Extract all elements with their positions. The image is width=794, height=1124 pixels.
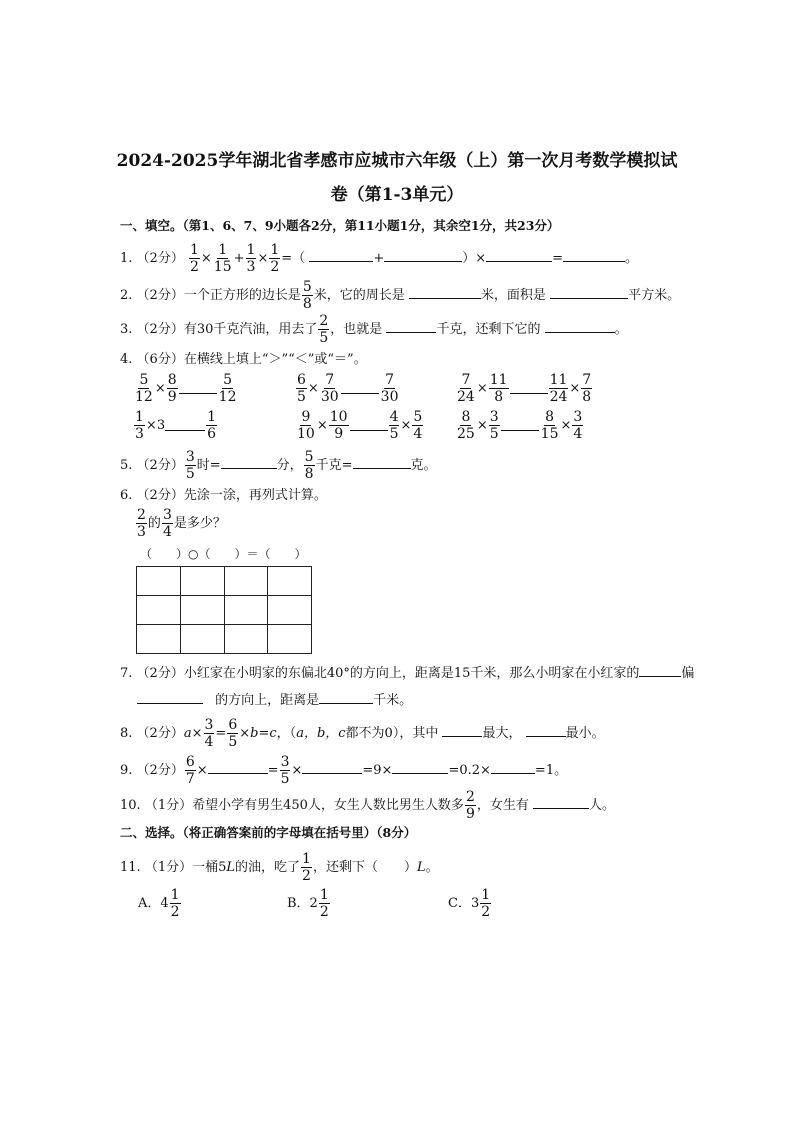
fraction-denominator: 2 bbox=[270, 259, 280, 275]
fraction-numerator: 5 bbox=[413, 409, 423, 425]
fraction bbox=[549, 373, 569, 404]
text-segment: 时= bbox=[196, 458, 221, 473]
grid-cell[interactable] bbox=[224, 567, 268, 596]
fraction bbox=[319, 888, 330, 919]
fraction-denominator: 8 bbox=[494, 389, 504, 405]
fraction bbox=[304, 450, 315, 481]
grid-cell[interactable] bbox=[268, 567, 312, 596]
fraction bbox=[301, 852, 312, 883]
compare-blank[interactable] bbox=[341, 383, 379, 394]
answer-blank[interactable] bbox=[221, 454, 277, 469]
fraction bbox=[227, 718, 238, 749]
fraction bbox=[572, 410, 583, 441]
fraction bbox=[218, 373, 238, 404]
compare-item bbox=[455, 410, 584, 441]
fraction-numerator: 8 bbox=[167, 372, 177, 388]
text-segment: 在横线上填上“＞”“＜”或“＝”。 bbox=[183, 352, 367, 367]
grid-cell[interactable] bbox=[137, 567, 181, 596]
compare-item bbox=[133, 373, 238, 404]
text-segment: 小红家在小明家的东偏北40°的方向上，距离是15千米，那么小明家在小红家的 bbox=[183, 666, 640, 681]
text-segment: × bbox=[316, 418, 328, 433]
fraction-denominator: 2 bbox=[170, 904, 180, 920]
fraction-numerator: 5 bbox=[223, 372, 233, 388]
grid-cell[interactable] bbox=[224, 596, 268, 625]
fraction-denominator: 24 bbox=[457, 389, 475, 405]
fraction-denominator: 5 bbox=[389, 426, 399, 442]
answer-blank[interactable] bbox=[309, 247, 373, 262]
fraction bbox=[581, 373, 592, 404]
text-segment: a，b，c bbox=[296, 726, 346, 741]
text-segment: × bbox=[239, 726, 251, 741]
text-segment: C．3 bbox=[448, 896, 480, 911]
answer-blank[interactable] bbox=[319, 689, 373, 704]
fraction bbox=[204, 718, 215, 749]
text-segment: 千米。 bbox=[373, 693, 413, 708]
text-segment: = bbox=[267, 763, 279, 778]
fraction-numerator: 7 bbox=[325, 372, 335, 388]
option-c[interactable] bbox=[448, 888, 492, 919]
fraction-numerator: 2 bbox=[465, 789, 475, 805]
text-segment: L bbox=[226, 860, 236, 875]
text-segment: + bbox=[373, 251, 385, 266]
text-segment: ，女生有 bbox=[476, 798, 529, 813]
text-segment: = bbox=[258, 726, 270, 741]
fraction-numerator: 3 bbox=[204, 717, 214, 733]
text-segment bbox=[137, 596, 312, 625]
text-segment: =（ bbox=[281, 251, 306, 266]
text-segment: 克。 bbox=[410, 458, 437, 473]
text-segment: 9. bbox=[120, 763, 133, 778]
fraction-numerator: 2 bbox=[137, 507, 146, 523]
fraction-numerator: 11 bbox=[489, 372, 508, 388]
fraction-numerator: 3 bbox=[280, 754, 290, 770]
grid-cell[interactable] bbox=[268, 625, 312, 654]
fraction-denominator: 4 bbox=[413, 426, 423, 442]
question-4 bbox=[120, 348, 367, 367]
text-segment: ）× bbox=[462, 251, 487, 266]
compare-blank[interactable] bbox=[501, 420, 539, 431]
text-segment: ，还剩下（ ） bbox=[312, 860, 417, 875]
answer-blank[interactable] bbox=[533, 794, 589, 809]
text-segment: 希望小学有男生450人，女生人数比男生人数多 bbox=[192, 798, 464, 813]
fraction-numerator: 1 bbox=[319, 887, 329, 903]
compare-blank[interactable] bbox=[350, 420, 388, 431]
text-segment: 最大， bbox=[482, 726, 522, 741]
text-segment: （2分） bbox=[136, 763, 184, 778]
fraction-denominator: 6 bbox=[207, 426, 217, 442]
fraction-denominator: 7 bbox=[185, 771, 195, 787]
fraction-numerator: 6 bbox=[185, 754, 195, 770]
answer-blank[interactable] bbox=[442, 722, 482, 737]
answer-blank[interactable] bbox=[386, 318, 436, 333]
fraction-denominator: 2 bbox=[319, 904, 329, 920]
fraction-denominator: 4 bbox=[573, 426, 583, 442]
text-segment: 5. bbox=[120, 458, 133, 473]
fraction bbox=[185, 450, 196, 481]
operator: + bbox=[233, 251, 245, 266]
fraction-denominator: 5 bbox=[228, 734, 238, 750]
text-segment: 千克，还剩下它的 bbox=[436, 322, 541, 337]
fraction-numerator: 7 bbox=[582, 372, 592, 388]
fraction-numerator: 2 bbox=[319, 313, 329, 329]
fraction-denominator: 5 bbox=[280, 771, 290, 787]
text-segment: = bbox=[215, 726, 227, 741]
question-8 bbox=[120, 718, 605, 749]
fraction bbox=[389, 410, 400, 441]
question-10 bbox=[120, 790, 615, 821]
text-segment: 2. bbox=[120, 288, 133, 303]
text-segment: （2分） bbox=[136, 458, 184, 473]
fraction-denominator: 15 bbox=[540, 426, 559, 442]
fraction-denominator: 2 bbox=[189, 259, 199, 275]
text-segment: B．2 bbox=[287, 896, 318, 911]
answer-blank[interactable] bbox=[208, 759, 268, 774]
fraction-numerator: 7 bbox=[385, 372, 395, 388]
fraction-denominator: 9 bbox=[167, 389, 177, 405]
text-segment bbox=[137, 625, 312, 654]
option-a[interactable] bbox=[138, 888, 182, 919]
text-segment: ，（ bbox=[276, 726, 297, 741]
fraction bbox=[206, 410, 217, 441]
question-11 bbox=[120, 852, 439, 883]
question-2 bbox=[120, 280, 680, 311]
text-segment: 先涂一涂，再列式计算。 bbox=[183, 488, 327, 503]
text-segment: 千克= bbox=[315, 458, 353, 473]
text-segment: 4. bbox=[120, 352, 133, 367]
fraction-denominator: 25 bbox=[457, 426, 475, 442]
text-segment: 11. bbox=[120, 860, 141, 875]
fraction bbox=[456, 410, 476, 441]
fraction-denominator: 12 bbox=[218, 389, 237, 405]
compare-blank[interactable] bbox=[510, 383, 548, 394]
answer-blank[interactable] bbox=[302, 759, 362, 774]
fraction-denominator: 9 bbox=[334, 426, 344, 442]
text-segment: × bbox=[291, 763, 303, 778]
text-segment: 10. bbox=[120, 798, 141, 813]
answer-blank[interactable] bbox=[491, 759, 535, 774]
fraction-denominator: 2 bbox=[302, 868, 311, 884]
fraction-denominator: 4 bbox=[162, 524, 172, 540]
grid-cell[interactable] bbox=[268, 596, 312, 625]
shading-grid[interactable] bbox=[136, 566, 312, 653]
fraction bbox=[185, 755, 196, 786]
text-segment: 的 bbox=[147, 516, 161, 531]
question-score: （2分） bbox=[136, 251, 184, 266]
text-segment: 都不为0），其中 bbox=[345, 726, 439, 741]
answer-blank[interactable] bbox=[392, 759, 448, 774]
fraction bbox=[280, 755, 291, 786]
question-7 bbox=[120, 662, 694, 681]
fraction-numerator: 1 bbox=[135, 409, 144, 425]
fraction-numerator: 6 bbox=[228, 717, 238, 733]
text-segment: 米，面积是 bbox=[480, 288, 546, 303]
text-segment: a bbox=[183, 726, 192, 741]
fraction-numerator: 3 bbox=[162, 507, 172, 523]
text-segment: ，也就是 bbox=[330, 322, 383, 337]
fraction-denominator: 3 bbox=[135, 426, 144, 442]
text-segment: 6. bbox=[120, 488, 133, 503]
fraction bbox=[320, 373, 340, 404]
compare-item bbox=[455, 373, 593, 404]
text-segment: 人。 bbox=[589, 798, 616, 813]
fraction bbox=[296, 410, 316, 441]
text-segment: 3. bbox=[120, 322, 133, 337]
fraction bbox=[412, 410, 423, 441]
fraction bbox=[465, 790, 476, 821]
fraction bbox=[167, 373, 178, 404]
text-segment: 。 bbox=[425, 860, 439, 875]
fraction-numerator: 5 bbox=[302, 279, 312, 295]
fraction-numerator: 1 bbox=[481, 887, 491, 903]
fraction bbox=[246, 243, 257, 274]
page-title: 2024-2025学年湖北省孝感市应城市六年级（上）第一次月考数学模拟试 bbox=[116, 151, 678, 171]
compare-blank[interactable] bbox=[179, 383, 217, 394]
section-heading-fill: 一、填空。（第1、6、7、9小题各2分，第11小题1分，其余空1分，共23分） bbox=[120, 218, 560, 233]
text-segment: 最小。 bbox=[565, 726, 605, 741]
fraction-denominator: 30 bbox=[320, 389, 339, 405]
fraction-numerator: 6 bbox=[297, 372, 306, 388]
fraction-denominator: 5 bbox=[297, 389, 306, 405]
text-segment: L bbox=[416, 860, 426, 875]
text-segment: 的油，吃了 bbox=[235, 860, 301, 875]
text-segment: （2分） bbox=[136, 666, 184, 681]
text-segment: c bbox=[269, 726, 277, 741]
text-segment: =9× bbox=[362, 763, 393, 778]
text-segment: × bbox=[400, 418, 412, 433]
text-segment: 。 bbox=[625, 251, 639, 266]
compare-item bbox=[295, 373, 400, 404]
compare-item bbox=[133, 410, 218, 441]
text-segment: 一个正方形的边长是 bbox=[183, 288, 301, 303]
fraction-numerator: 10 bbox=[329, 409, 348, 425]
fraction-denominator: 8 bbox=[582, 389, 592, 405]
fraction-numerator: 1 bbox=[170, 887, 180, 903]
fraction-numerator: 3 bbox=[185, 449, 195, 465]
question-6-prompt bbox=[135, 508, 226, 539]
fraction bbox=[134, 410, 145, 441]
fraction-denominator: 5 bbox=[185, 466, 195, 482]
text-segment: （2分） bbox=[136, 726, 184, 741]
fraction-denominator: 10 bbox=[297, 426, 315, 442]
fraction-denominator: 24 bbox=[549, 389, 568, 405]
fraction-denominator: 5 bbox=[319, 330, 329, 346]
text-segment: b bbox=[250, 726, 259, 741]
fraction-numerator: 1 bbox=[218, 242, 228, 258]
text-segment: 米，它的周长是 bbox=[313, 288, 405, 303]
text-segment: × bbox=[560, 418, 572, 433]
text-segment: A．4 bbox=[138, 896, 169, 911]
text-segment: × bbox=[191, 726, 203, 741]
fraction bbox=[136, 508, 147, 539]
fraction-numerator: 11 bbox=[549, 372, 568, 388]
compare-item bbox=[295, 410, 424, 441]
fraction-numerator: 9 bbox=[301, 409, 311, 425]
fraction bbox=[162, 508, 173, 539]
question-number: 1. bbox=[120, 251, 133, 266]
question-3 bbox=[120, 314, 628, 345]
text-segment: （1分） bbox=[144, 860, 193, 875]
fraction-numerator: 3 bbox=[573, 409, 583, 425]
text-segment bbox=[136, 566, 312, 654]
question-6-formula[interactable]: （ ）○（ ）＝（ ） bbox=[140, 547, 307, 561]
text-segment: ×3 bbox=[145, 418, 166, 433]
text-segment: × bbox=[569, 381, 581, 396]
fraction-numerator: 1 bbox=[189, 242, 199, 258]
text-segment: = bbox=[552, 251, 564, 266]
fraction bbox=[269, 243, 280, 274]
section-heading-choice: 二、选择。（将正确答案前的字母填在括号里）（8分） bbox=[120, 825, 417, 840]
answer-blank[interactable] bbox=[563, 247, 625, 262]
fraction-denominator: 9 bbox=[465, 806, 475, 822]
text-segment: × bbox=[154, 381, 166, 396]
fraction-numerator: 1 bbox=[207, 409, 217, 425]
grid-cell[interactable] bbox=[180, 625, 224, 654]
text-segment: × bbox=[476, 381, 488, 396]
text-segment: （2分） bbox=[136, 488, 184, 503]
grid-cell[interactable] bbox=[180, 567, 224, 596]
text-segment: 。 bbox=[614, 322, 628, 337]
operator: × bbox=[200, 251, 212, 266]
text-segment bbox=[137, 567, 312, 654]
answer-blank[interactable] bbox=[353, 454, 411, 469]
fraction-numerator: 5 bbox=[139, 372, 149, 388]
fraction-denominator: 3 bbox=[246, 259, 256, 275]
answer-blank[interactable] bbox=[639, 662, 681, 677]
fraction bbox=[540, 410, 560, 441]
text-segment: 7. bbox=[120, 666, 133, 681]
fraction-numerator: 7 bbox=[461, 372, 471, 388]
fraction bbox=[329, 410, 349, 441]
fraction bbox=[296, 373, 307, 404]
fraction-numerator: 8 bbox=[461, 409, 471, 425]
fraction bbox=[318, 314, 329, 345]
answer-blank[interactable] bbox=[526, 722, 566, 737]
text-segment: 平方米。 bbox=[628, 288, 681, 303]
text-segment: （1分） bbox=[144, 798, 193, 813]
grid-cell[interactable] bbox=[137, 625, 181, 654]
fraction-denominator: 8 bbox=[302, 296, 312, 312]
fraction-denominator: 8 bbox=[304, 466, 314, 482]
fraction-numerator: 5 bbox=[304, 449, 314, 465]
fraction bbox=[302, 280, 313, 311]
fraction-numerator: 1 bbox=[246, 242, 256, 258]
question-6 bbox=[120, 484, 327, 503]
option-b[interactable] bbox=[287, 888, 331, 919]
text-segment: 的方向上，距离是 bbox=[215, 693, 320, 708]
fraction-numerator: 8 bbox=[545, 409, 555, 425]
fraction-denominator: 30 bbox=[380, 389, 399, 405]
text-segment: （6分） bbox=[136, 352, 184, 367]
fraction-denominator: 5 bbox=[489, 426, 499, 442]
text-segment: 分， bbox=[276, 458, 303, 473]
fraction bbox=[189, 243, 200, 274]
fraction-denominator: 15 bbox=[213, 259, 232, 275]
fraction bbox=[213, 243, 233, 274]
fraction-denominator: 2 bbox=[481, 904, 491, 920]
text-segment: （2分） bbox=[136, 288, 184, 303]
answer-blank[interactable] bbox=[550, 284, 628, 299]
text-segment: × bbox=[476, 418, 488, 433]
page-subtitle: 卷（第1-3单元） bbox=[330, 185, 464, 205]
question-9 bbox=[120, 755, 567, 786]
text-segment: 8. bbox=[120, 726, 133, 741]
grid-cell[interactable] bbox=[180, 596, 224, 625]
fraction-numerator: 1 bbox=[270, 242, 280, 258]
text-segment: × bbox=[196, 763, 208, 778]
text-segment: （2分） bbox=[136, 322, 184, 337]
text-segment: 有30千克汽油，用去了 bbox=[183, 322, 318, 337]
fraction-denominator: 12 bbox=[135, 389, 153, 405]
text-segment: =1。 bbox=[534, 763, 568, 778]
text-segment: =0.2× bbox=[448, 763, 491, 778]
text-segment: 一桶5 bbox=[192, 860, 227, 875]
fraction bbox=[489, 373, 509, 404]
fraction-numerator: 3 bbox=[489, 409, 499, 425]
answer-blank[interactable] bbox=[545, 318, 615, 333]
fraction bbox=[480, 888, 491, 919]
answer-blank[interactable] bbox=[409, 284, 481, 299]
fraction bbox=[134, 373, 154, 404]
operator: × bbox=[257, 251, 269, 266]
answer-blank[interactable] bbox=[384, 247, 462, 262]
text-segment: × bbox=[307, 381, 319, 396]
fraction bbox=[456, 373, 476, 404]
fraction bbox=[489, 410, 500, 441]
grid-cell[interactable] bbox=[137, 596, 181, 625]
text-segment bbox=[137, 567, 312, 596]
grid-cell[interactable] bbox=[224, 625, 268, 654]
question-7-line2 bbox=[137, 689, 412, 708]
compare-blank[interactable] bbox=[165, 420, 205, 431]
fraction-numerator: 4 bbox=[389, 409, 399, 425]
text-segment: 是多少？ bbox=[173, 516, 226, 531]
fraction-numerator: 1 bbox=[302, 851, 311, 867]
answer-blank[interactable] bbox=[137, 689, 203, 704]
fraction bbox=[380, 373, 400, 404]
question-5 bbox=[120, 450, 437, 481]
question-1 bbox=[120, 243, 638, 274]
fraction bbox=[170, 888, 181, 919]
answer-blank[interactable] bbox=[486, 247, 552, 262]
fraction-denominator: 4 bbox=[204, 734, 214, 750]
fraction-denominator: 3 bbox=[137, 524, 146, 540]
text-segment: 偏 bbox=[681, 666, 695, 681]
